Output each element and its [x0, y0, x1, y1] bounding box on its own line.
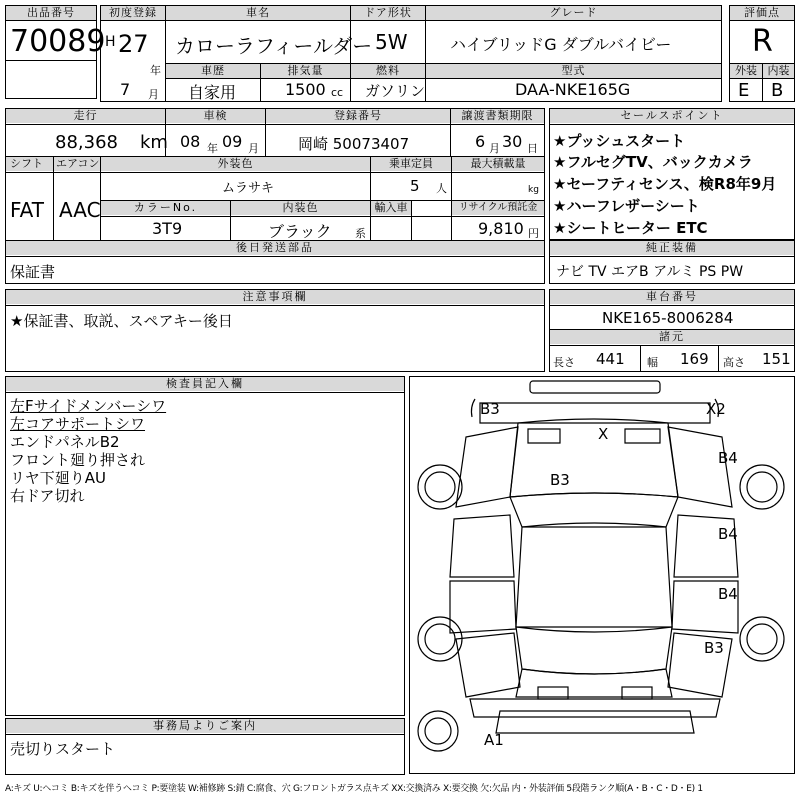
sales-item: ★フルセグTV、バックカメラ	[553, 153, 753, 171]
shift-label: シフト	[6, 157, 53, 171]
car-name: カローラフィールダー	[175, 34, 373, 58]
mileage-label: 走行	[6, 109, 165, 123]
notes-label: 注意事項欄	[6, 290, 544, 304]
legend: A:キズ U:ヘコミ B:キズを伴うヘコミ P:要塗装 W:補修跡 S:錆 C:腐食、穴 G:フロントガラス点キズ XX:交換済み X:要交換 欠:欠品 内・外装評価 5段階ランク順(A・B・C・D・E) 1	[5, 784, 703, 794]
fuel: ガソリン	[365, 82, 426, 100]
color-no-label: カラーNo.	[101, 201, 230, 215]
seats-unit: 人	[436, 182, 447, 195]
disp-label: 排気量	[261, 64, 350, 78]
ext-label: 外装	[730, 64, 762, 78]
width: 169	[680, 350, 709, 368]
seats: 5	[410, 177, 420, 195]
sales-item: ★プッシュスタート	[553, 132, 686, 150]
transfer-label: 譲渡書類期限	[451, 109, 544, 123]
ac-label: エアコン	[56, 157, 100, 170]
load-label: 最大積載量	[452, 157, 544, 171]
history: 自家用	[188, 83, 237, 102]
inspect-label: 車検	[166, 109, 265, 123]
inspector-line: エンドパネルB2	[10, 433, 120, 451]
inspect-year-unit: 年	[207, 142, 218, 155]
hgt-label: 高さ	[723, 356, 745, 369]
lot-label: 出品番号	[6, 6, 96, 20]
body-color: ムラサキ	[222, 181, 275, 196]
reg-month-unit: 月	[148, 88, 159, 101]
fuel-label: 燃料	[351, 64, 425, 78]
inspector-line: 右ドア切れ	[10, 487, 85, 505]
ac: AAC	[59, 198, 101, 222]
wid-label: 幅	[647, 356, 658, 369]
damage-mark: B3	[480, 400, 500, 418]
score-label: 評価点	[730, 6, 794, 20]
equip-label: 純正装備	[550, 241, 794, 255]
inspector-line: リヤ下廻りAU	[10, 469, 106, 487]
inspector-line: 左コアサポートシワ	[10, 415, 146, 433]
length: 441	[596, 350, 625, 368]
transfer-month-unit: 月	[489, 142, 500, 155]
reg-label: 初度登録	[101, 6, 165, 20]
inspect-month: 09	[222, 132, 243, 151]
damage-mark: A1	[484, 731, 504, 749]
mileage: 88,368	[55, 132, 118, 153]
len-label: 長さ	[553, 356, 575, 369]
sales-item: ★ハーフレザーシート	[553, 197, 700, 215]
score: R	[752, 24, 773, 59]
transfer-month: 6	[475, 132, 486, 151]
damage-mark: B3	[704, 639, 724, 657]
sales-item: ★セーフティセンス、検R8年9月	[553, 175, 777, 193]
plate: 岡崎 50073407	[298, 135, 410, 153]
grade-label: グレード	[426, 6, 721, 20]
name-label: 車名	[166, 6, 350, 20]
equipment: ナビ TV エアB アルミ PS PW	[556, 264, 744, 280]
transfer-day-unit: 日	[527, 142, 538, 155]
import-label: 輸入車	[371, 201, 411, 215]
chassis-label: 車台番号	[550, 290, 794, 304]
recycle: 9,810	[478, 219, 524, 238]
int-label: 内装	[763, 64, 794, 78]
seats-label: 乗車定員	[371, 157, 451, 171]
reg-year: 27	[118, 30, 149, 58]
history-label: 車歴	[166, 64, 260, 78]
model: DAA-NKE165G	[515, 80, 631, 99]
later-label: 後日発送部品	[6, 241, 544, 255]
door-label: ドア形状	[351, 6, 425, 20]
transfer-day: 30	[502, 132, 523, 151]
later-parts: 保証書	[10, 263, 56, 281]
car-outline-icon	[410, 377, 794, 773]
inspector-line: フロント廻り押され	[10, 451, 146, 469]
dims-label: 諸元	[550, 330, 794, 344]
displacement: 1500	[285, 80, 326, 99]
plate-label: 登録番号	[266, 109, 450, 123]
int-color-label: 内装色	[231, 201, 370, 215]
recycle-unit: 円	[528, 227, 539, 240]
int-score: B	[771, 80, 784, 101]
int-color-unit: 系	[355, 227, 366, 240]
inspect-year: 08	[180, 132, 201, 151]
reg-month: 7	[120, 80, 131, 99]
office-note: 売切りスタート	[10, 740, 116, 758]
mileage-unit: km	[140, 132, 168, 153]
sales-label: セールスポイント	[550, 109, 794, 123]
inspector-line: 左Fサイドメンバーシワ	[10, 397, 167, 415]
color-no: 3T9	[152, 219, 183, 238]
damage-mark: B4	[718, 585, 738, 603]
car-damage-diagram	[409, 376, 795, 774]
ext-score: E	[738, 80, 750, 101]
int-color: ブラック	[268, 222, 332, 241]
sales-item: ★シートヒーター ETC	[553, 219, 708, 237]
reg-era: H	[105, 34, 116, 50]
load-unit: kg	[528, 185, 539, 195]
lot-number: 70089	[10, 24, 106, 59]
color-label: 外装色	[101, 157, 370, 171]
door-type: 5W	[375, 30, 408, 54]
grade: ハイブリッドG ダブルバイビー	[450, 35, 672, 54]
disp-unit: cc	[331, 86, 344, 99]
inspect-month-unit: 月	[248, 142, 259, 155]
office-label: 事務局よりご案内	[6, 719, 404, 733]
damage-mark: B4	[718, 525, 738, 543]
shift: FAT	[10, 198, 45, 222]
damage-mark: B3	[550, 471, 570, 489]
chassis-number: NKE165-8006284	[602, 309, 734, 327]
inspector-label: 検査員記入欄	[6, 377, 404, 391]
recycle-label: リサイクル預託金	[452, 201, 544, 215]
damage-mark: X	[598, 425, 609, 443]
height: 151	[762, 350, 791, 368]
model-label: 型式	[426, 64, 721, 78]
notes: ★保証書、取説、スペアキー後日	[10, 312, 233, 330]
reg-year-unit: 年	[150, 64, 161, 77]
damage-mark: X2	[706, 400, 726, 418]
damage-mark: B4	[718, 449, 738, 467]
